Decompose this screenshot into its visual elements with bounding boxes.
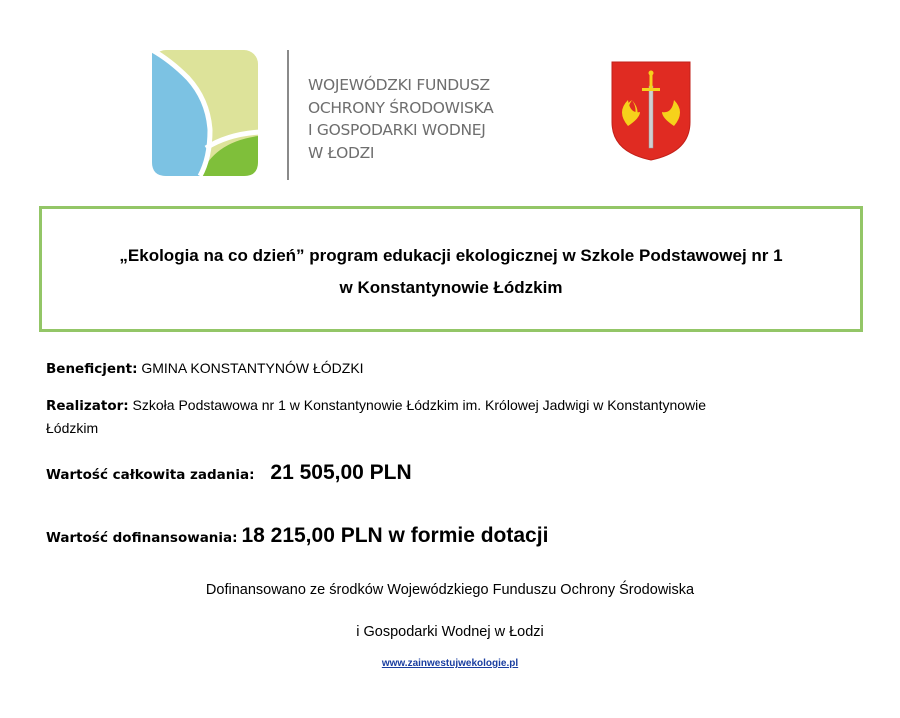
wfosigw-logo-text	[308, 74, 493, 164]
beneficiary-label: Beneficjent:	[46, 361, 138, 377]
cofinancing-amount: 18 215,00 PLN w formie dotacji	[241, 524, 549, 547]
website-link[interactable]: www.zainwestujwekologie.pl	[381, 658, 519, 669]
coat-of-arms-icon	[610, 60, 692, 162]
wfosigw-logo-icon	[148, 48, 262, 180]
logo-text-line: OCHRONY ŚRODOWISKA	[308, 98, 494, 117]
funding-note-line2: i Gospodarki Wodnej w Łodzi	[356, 624, 544, 640]
realizer-value-continued: Łódzkim	[46, 420, 99, 436]
logo-text-line: I GOSPODARKI WODNEJ	[308, 121, 486, 139]
realizer-row-continued	[46, 420, 98, 436]
cofinancing-label: Wartość dofinansowania:	[46, 530, 238, 546]
project-title-line1: „Ekologia na co dzień” program edukacji ekologicznej w Szkole Podstawowej nr 1	[119, 246, 783, 265]
cofinancing-row	[46, 524, 548, 548]
project-title-line2: w Konstantynowie Łódzkim	[339, 278, 563, 297]
project-title-box	[39, 206, 863, 332]
total-value-label: Wartość całkowita zadania:	[46, 467, 255, 483]
beneficiary-value: GMINA KONSTANTYNÓW ŁÓDZKI	[137, 360, 364, 376]
realizer-row	[46, 397, 706, 414]
logo-divider	[287, 50, 289, 180]
beneficiary-row	[46, 360, 364, 377]
total-value-row	[46, 461, 412, 485]
funding-note-line1: Dofinansowano ze środków Wojewódzkiego Funduszu Ochrony Środowiska	[205, 582, 695, 598]
logo-text-line: WOJEWÓDZKI FUNDUSZ	[308, 76, 490, 94]
realizer-label: Realizator:	[46, 398, 129, 414]
total-value-amount: 21 505,00 PLN	[270, 461, 412, 484]
website-link-row	[0, 658, 900, 669]
logo-text-line: W ŁODZI	[308, 143, 375, 162]
realizer-value: Szkoła Podstawowa nr 1 w Konstantynowie Łódzkim im. Królowej Jadwigi w Konstantynowie	[128, 397, 707, 413]
